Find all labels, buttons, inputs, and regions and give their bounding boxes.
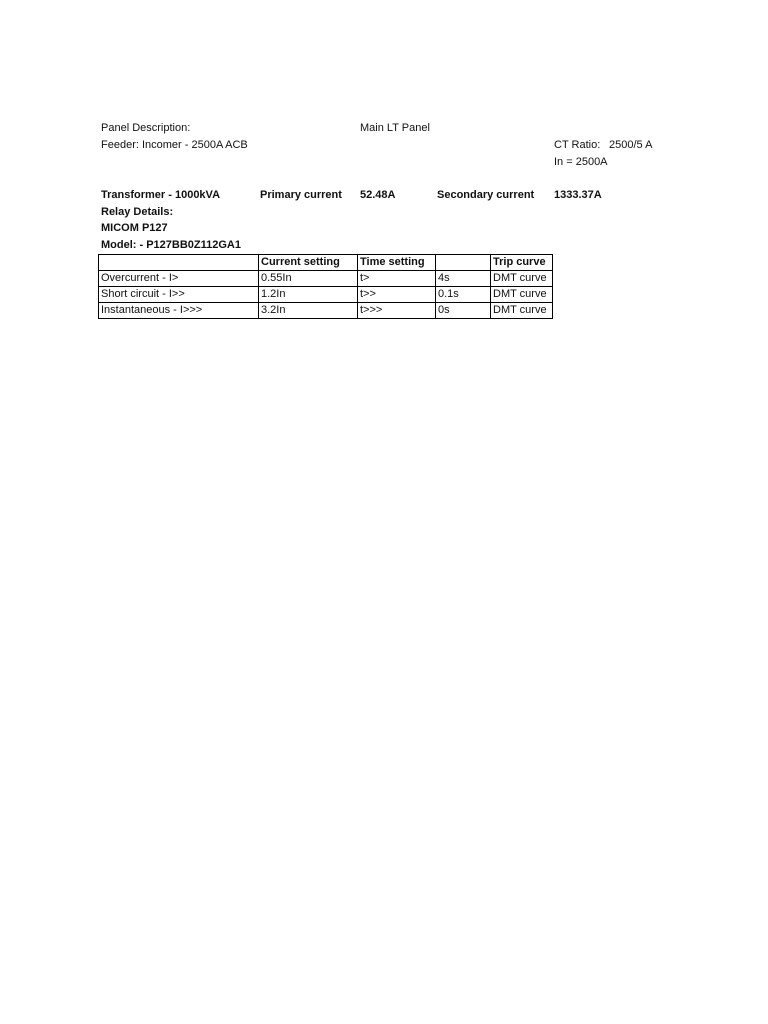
relay-model: Model: - P127BB0Z112GA1 (101, 239, 241, 251)
transformer-label: Transformer - 1000kVA (101, 189, 221, 201)
cell-time-setting: t>> (358, 287, 436, 303)
table-row (99, 287, 553, 303)
cell-function: Instantaneous - I>>> (99, 303, 259, 319)
cell-time-value: 0.1s (436, 287, 491, 303)
cell-time-value: 0s (436, 303, 491, 319)
table-row (99, 303, 553, 319)
cell-current-setting: 3.2In (259, 303, 358, 319)
header-cell-trip-curve: Trip curve (491, 255, 553, 271)
relay-make: MICOM P127 (101, 222, 168, 234)
table-row (99, 271, 553, 287)
in-rating: In = 2500A (554, 156, 608, 168)
secondary-current-label: Secondary current (437, 189, 535, 201)
cell-trip-curve: DMT curve (491, 287, 553, 303)
cell-time-setting: t> (358, 271, 436, 287)
header-cell-current-setting: Current setting (259, 255, 358, 271)
cell-current-setting: 1.2In (259, 287, 358, 303)
cell-current-setting: 0.55In (259, 271, 358, 287)
cell-trip-curve: DMT curve (491, 271, 553, 287)
relay-details-label: Relay Details: (101, 206, 174, 218)
cell-function: Overcurrent - I> (99, 271, 259, 287)
header-cell-time-setting: Time setting (358, 255, 436, 271)
panel-description-value: Main LT Panel (360, 122, 430, 134)
cell-time-setting: t>>> (358, 303, 436, 319)
cell-time-value: 4s (436, 271, 491, 287)
cell-function: Short circuit - I>> (99, 287, 259, 303)
header-cell-time-value (436, 255, 491, 271)
secondary-current-value: 1333.37A (554, 189, 602, 201)
primary-current-value: 52.48A (360, 189, 396, 201)
ct-ratio-value: 2500/5 A (609, 139, 653, 151)
primary-current-label: Primary current (260, 189, 342, 201)
header-cell-function (99, 255, 259, 271)
feeder-text: Feeder: Incomer - 2500A ACB (101, 139, 248, 151)
table-header-row (99, 255, 553, 271)
ct-ratio-label: CT Ratio: (554, 139, 601, 151)
panel-description-label: Panel Description: (101, 122, 191, 134)
cell-trip-curve: DMT curve (491, 303, 553, 319)
relay-settings-table (98, 254, 553, 319)
